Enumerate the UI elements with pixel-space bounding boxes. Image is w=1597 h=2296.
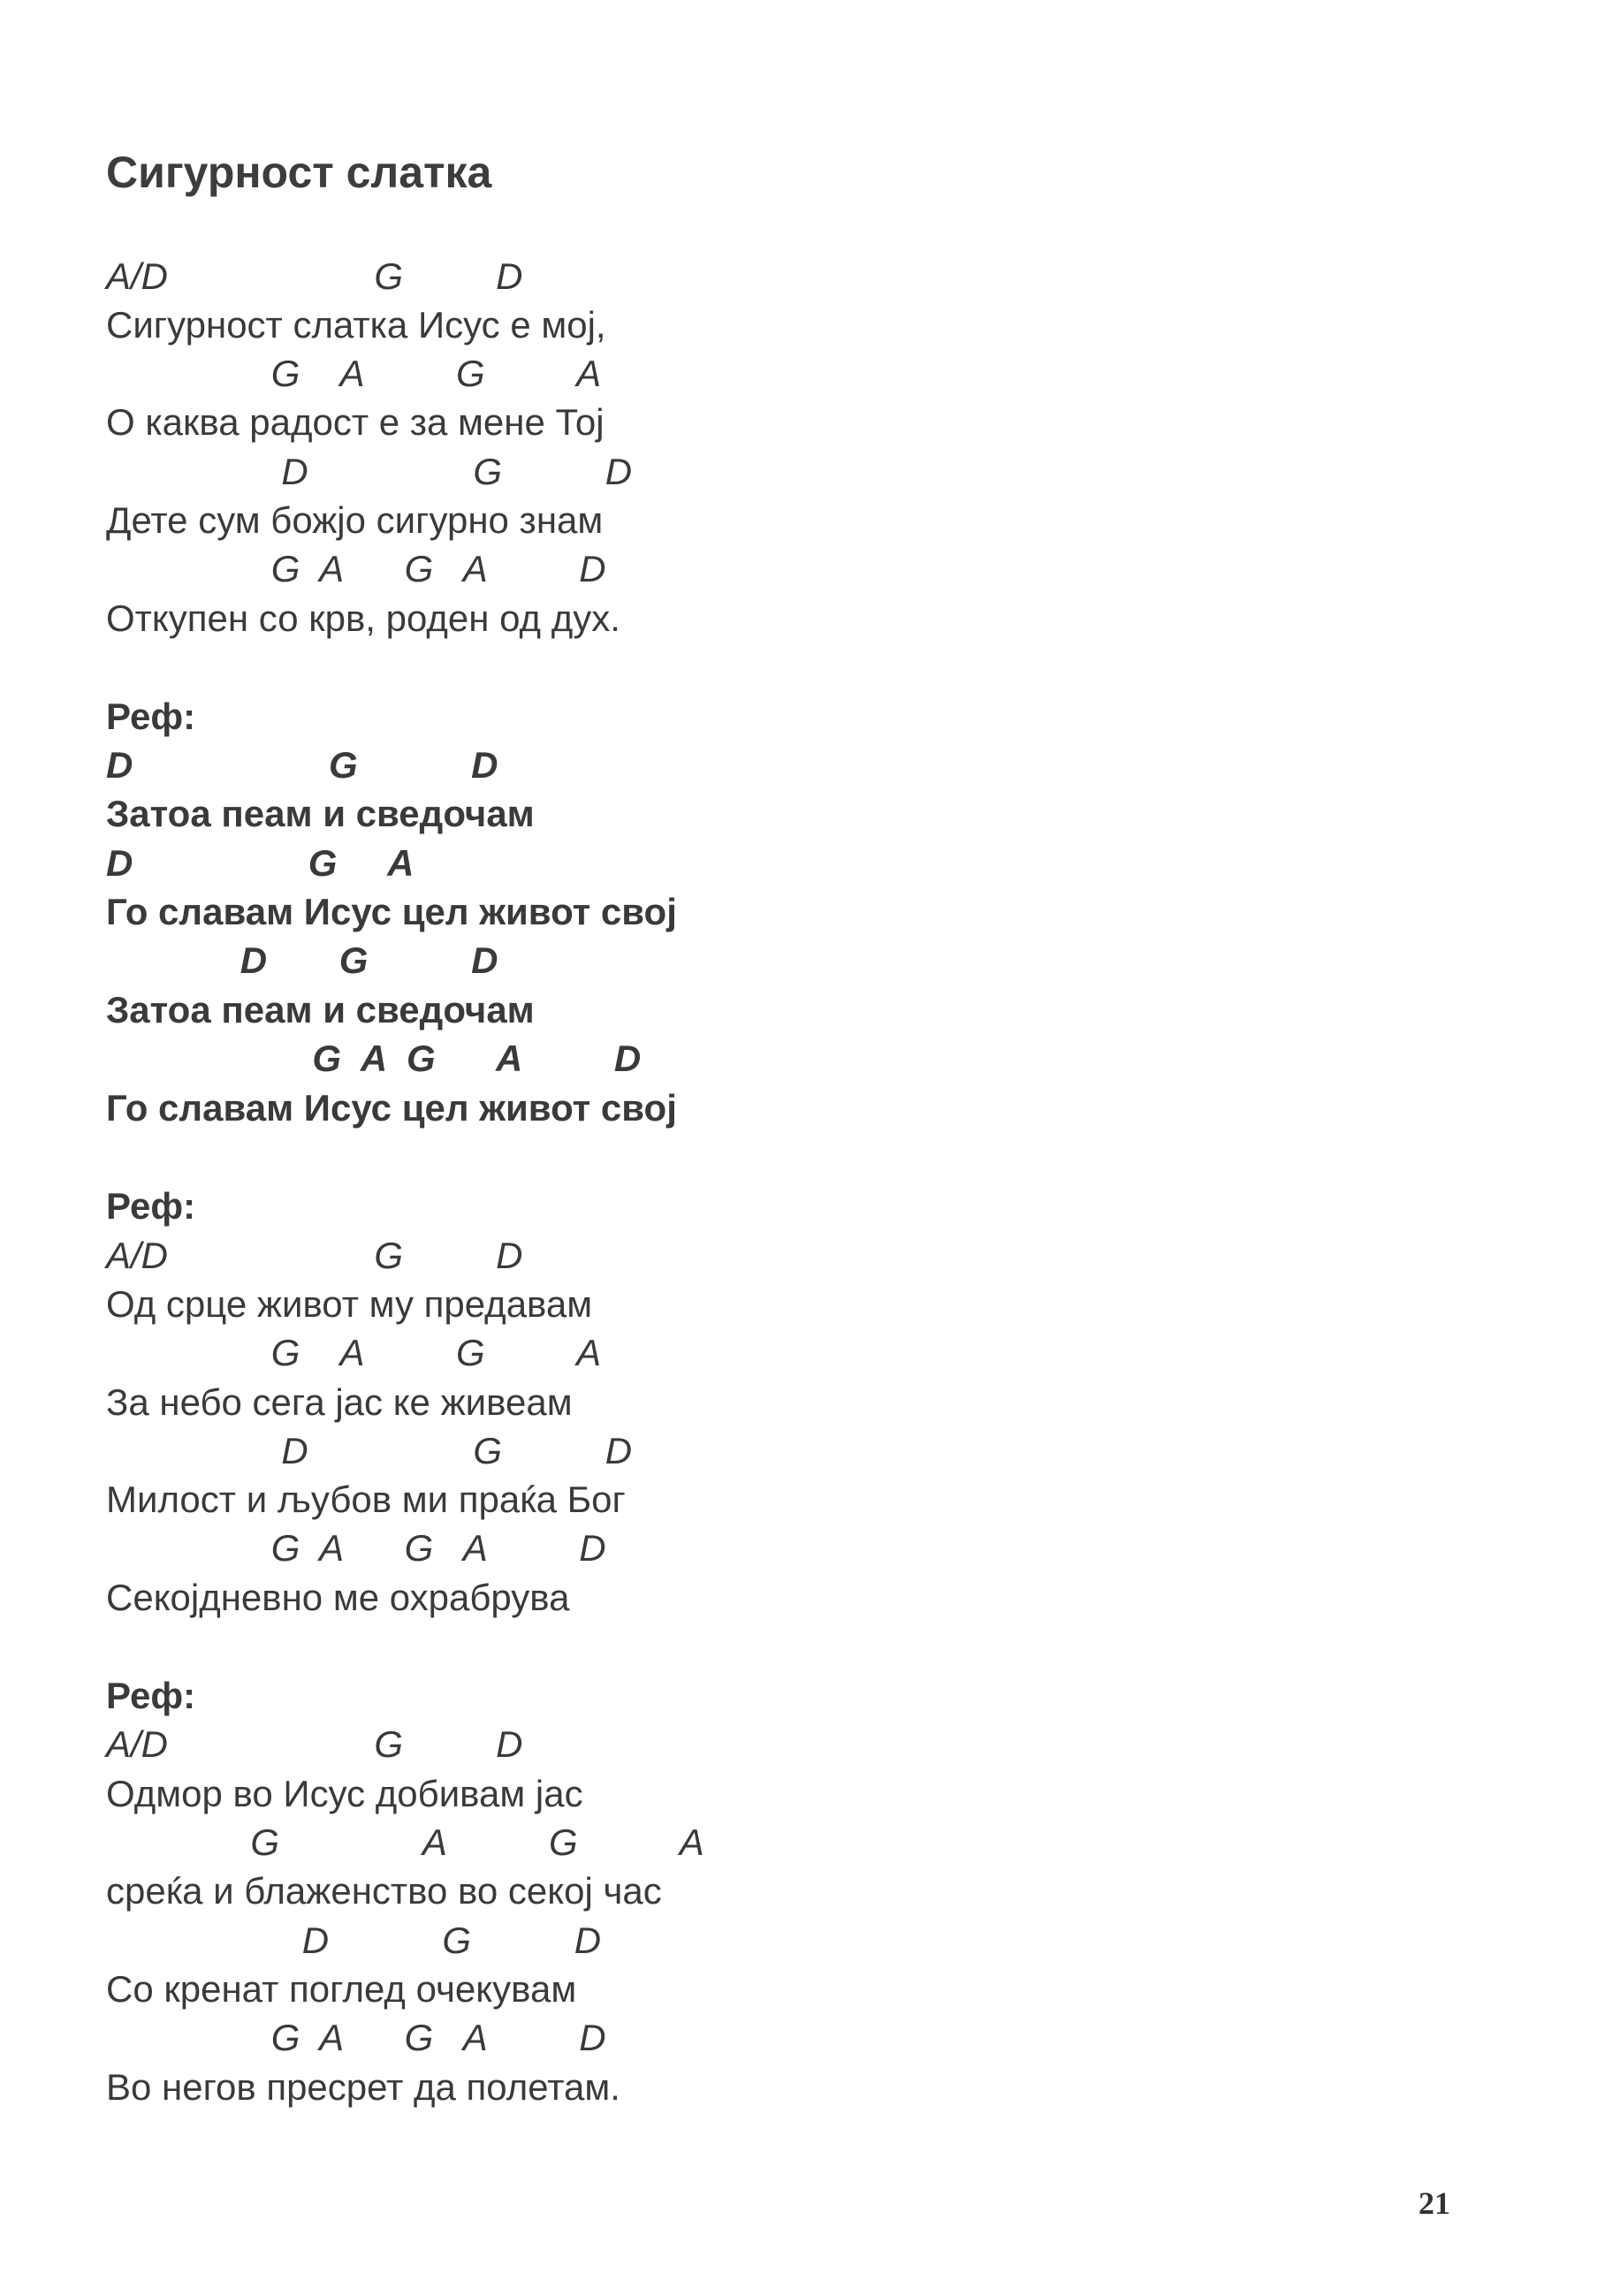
chord-line: D G D (106, 1920, 602, 1961)
lyric-line: Го славам Исус цел живот свој (106, 891, 677, 932)
chord-line: G A G A (106, 1332, 602, 1373)
lyric-line: Со кренат поглед очекувам (106, 1968, 577, 2010)
chord-line: A/D G D (106, 1723, 523, 1765)
lyric-line: Го славам Исус цел живот свој (106, 1087, 677, 1129)
chord-line: G A G A (106, 1821, 704, 1863)
page-number: 21 (1418, 2186, 1450, 2221)
lyric-line: Од срце живот му предавам (106, 1283, 593, 1325)
lyric-line: Секојдневно ме охрабрува (106, 1577, 570, 1618)
chord-line: D G D (106, 451, 633, 492)
lyric-line: За небо сега јас ке живеам (106, 1381, 573, 1423)
chord-line: A/D G D (106, 255, 523, 297)
lyric-line: Затоа пеам и сведочам (106, 989, 535, 1030)
lyric-line: Одмор во Исус добивам јас (106, 1773, 583, 1814)
chord-line: G A G A D (106, 2017, 606, 2058)
lyric-line: Дете сум божјо сигурно знам (106, 499, 604, 541)
lyric-line: среќа и блаженство во секој час (106, 1870, 662, 1912)
song-title: Сигурност слатка (106, 148, 492, 197)
lyric-line: Откупен со крв, роден од дух. (106, 597, 620, 639)
chord-line: D G D (106, 939, 498, 981)
lyric-line: Во негов пресрет да полетам. (106, 2066, 620, 2108)
lyric-line: О каква радост е за мене Тој (106, 401, 605, 443)
chord-line: D G D (106, 744, 498, 786)
chord-line: G A G A D (106, 1527, 606, 1569)
chorus-label: Реф: (106, 696, 196, 737)
chord-line: D G D (106, 1430, 633, 1471)
chorus-label: Реф: (106, 1185, 196, 1227)
chord-line: G A G A (106, 353, 602, 394)
chord-line: D G A (106, 842, 414, 884)
lyric-line: Сигурност слатка Исус е мој, (106, 304, 606, 346)
chord-line: A/D G D (106, 1235, 523, 1276)
chord-line: G A G A D (106, 548, 606, 589)
chord-line: G A G A D (106, 1038, 642, 1079)
chorus-label: Реф: (106, 1675, 196, 1716)
lyric-line: Затоа пеам и сведочам (106, 793, 535, 834)
lyric-line: Милост и љубов ми праќа Бог (106, 1479, 626, 1520)
